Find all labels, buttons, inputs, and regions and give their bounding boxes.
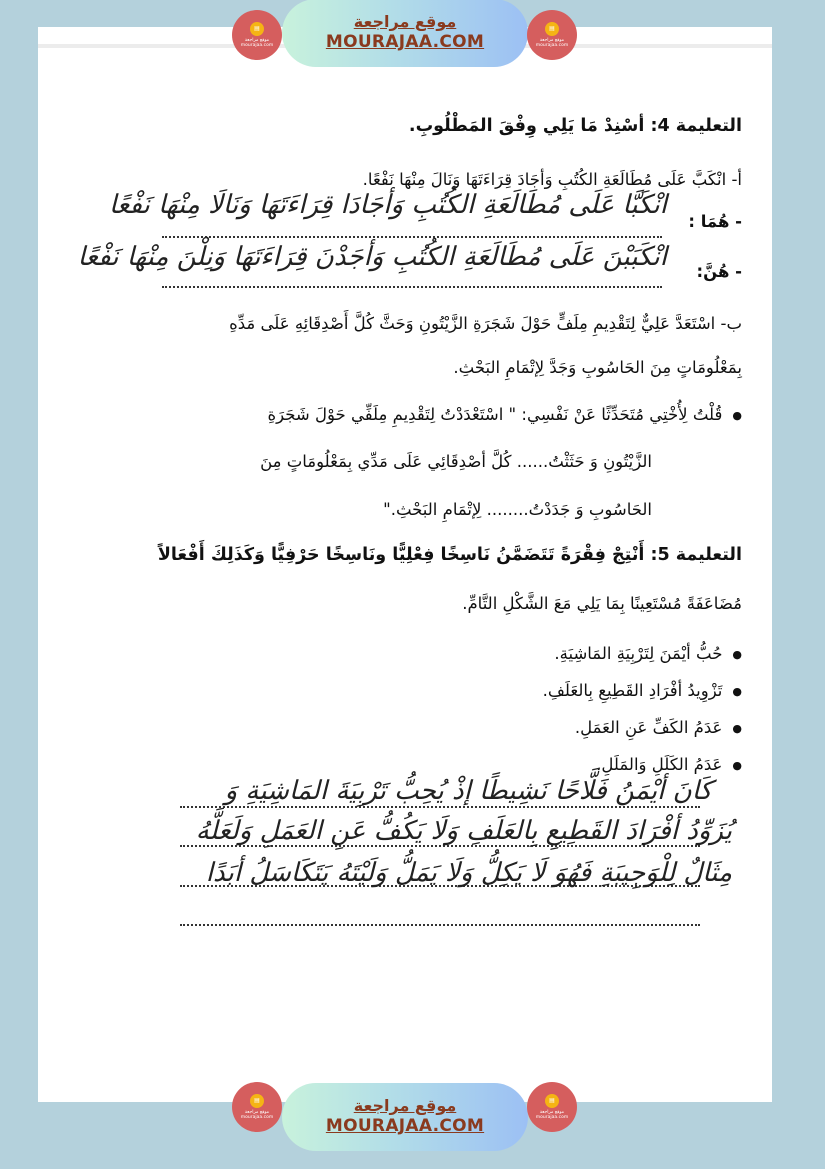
exercise5-bullet: ● عَدَمُ الكَفِّ عَنِ العَمَلِ. xyxy=(575,718,742,737)
exercise5-title-line1: التعليمة 5: أَنْتِجْ فِقْرَةً تَتَضَمَّنُ نَاسِخًا فِعْلِيًّا ونَاسِخًا حَرْفِيًّا وَكَذَلِكَ أَفْعَالاً xyxy=(157,545,742,565)
badge-text: موقع مراجعة mourajaa.com xyxy=(240,37,274,48)
exercise5-title-line2: مُضَاعَفَةً مُسْتَعِينًا بِمَا يَلِي مَعَ الشَّكْلِ التَّامِّ. xyxy=(462,594,742,613)
answer-dotted-line xyxy=(180,806,700,808)
answer-dotted-line xyxy=(180,924,700,926)
exercise4-title: التعليمة 4: أسْنِدْ مَا يَلِي وِفْقَ المَطْلُوبِ. xyxy=(408,116,742,136)
handwritten-paragraph-line: يُزَوِّدُ أفْرَادَ القَطِيعِ بِالعَلَفِ وَلَا يَكُفُّ عَنِ العَمَلِ وَلَعَلَّهُ xyxy=(195,816,732,846)
exercise5-bullet: ● عَدَمُ الكَلَلِ وَالمَلَلِ. xyxy=(596,755,742,774)
badge-text: موقع مراجعة mourajaa.com xyxy=(535,1109,569,1120)
site-logo-badge-left[interactable] xyxy=(232,10,282,60)
part-a-label-huma: - هُمَا : xyxy=(688,212,742,231)
exercise5-bullet: ● حُبُّ أيْمَنَ لِتَرْبِيَةِ المَاشِيَةِ. xyxy=(554,644,742,663)
handwritten-paragraph-line: كَانَ أيْمَنُ فَلَّاحًا نَشِيطًا إذْ يُحِبُّ تَرْبِيَةَ المَاشِيَةِ وَ xyxy=(224,776,712,806)
handwritten-paragraph-line: مِثَالٌ لِلْوَجِيبَةِ فَهُوَ لَا يَكِلُّ وَلَا يَمَلُّ وَلَيْتَهُ يَتَكَاسَلُ أبَدًا xyxy=(205,858,732,888)
part-b-quote-line1: ● قُلْتُ لِأُخْتِي مُتَحَدِّثًا عَنْ نَفْسِي: " اسْتَعْدَدْتُ لِتَقْدِيمِ مِلَفِّي حَوْلَ شَجَرَةِ xyxy=(268,405,742,424)
banner-arabic-text: موقع مراجعة xyxy=(353,12,457,32)
badge-text: موقع مراجعة mourajaa.com xyxy=(240,1109,274,1120)
exercise4-part-b-prompt-line2: بِمَعْلُومَاتٍ مِنَ الحَاسُوبِ وَجَدَّ لِإتْمَامِ البَحْثِ. xyxy=(453,358,742,377)
site-banner-top[interactable] xyxy=(282,0,528,67)
book-icon: ▤ xyxy=(250,1094,264,1108)
answer-dotted-line xyxy=(162,236,662,238)
banner-latin-text: MOURAJAA.COM xyxy=(325,1115,485,1136)
book-icon: ▤ xyxy=(545,22,559,36)
exercise4-part-b-prompt-line1: ب- اسْتَعَدَّ عَلِيٌّ لِتَقْدِيمِ مِلَفٍّ حَوْلَ شَجَرَةِ الزَّيْتُونِ وَحَثَّ كُلَّ أَصْدِقَائِهِ عَلَى مَدِّهِ xyxy=(229,314,742,333)
handwritten-answer-hunna: انْكَبَبْنَ عَلَى مُطَالَعَةِ الكُتُبِ وَأجَدْنَ قِرَاءَتَهَا وَنِلْنَ مِنْهَا نَفْعًا xyxy=(77,242,667,272)
banner-latin-text: MOURAJAA.COM xyxy=(325,31,485,52)
exercise5-bullet: ● تَزْوِيدُ أفْرَادِ القَطِيعِ بِالعَلَفِ. xyxy=(543,681,742,700)
exercise4-part-a-prompt: أ- انْكَبَّ عَلَى مُطَالَعَةِ الكُتُبِ وَأجَادَ قِرَاءَتَهَا وَنَالَ مِنْهَا نَفْعًا. xyxy=(362,170,742,189)
part-b-quote-line2: الزَّيْتُونِ وَ حَثَثْتُ...... كُلَّ أصْدِقَائِي عَلَى مَدِّي بِمَعْلُومَاتٍ مِنَ xyxy=(260,452,652,471)
site-banner-bottom[interactable] xyxy=(282,1083,528,1151)
site-logo-badge-left[interactable] xyxy=(232,1082,282,1132)
book-icon: ▤ xyxy=(250,22,264,36)
part-b-quote-line3: الحَاسُوبِ وَ جَدَدْتُ........ لِإتْمَامِ البَحْثِ." xyxy=(383,500,652,519)
book-icon: ▤ xyxy=(545,1094,559,1108)
banner-arabic-text: موقع مراجعة xyxy=(353,1096,457,1116)
site-logo-badge-right[interactable] xyxy=(527,1082,577,1132)
part-a-label-hunna: - هُنَّ: xyxy=(696,262,742,281)
site-logo-badge-right[interactable] xyxy=(527,10,577,60)
handwritten-answer-huma: انْكَبَّا عَلَى مُطَالَعَةِ الكُتُبِ وَأجَادَا قِرَاءَتَهَا وَنَالَا مِنْهَا نَفْعًا xyxy=(109,190,667,220)
badge-text: موقع مراجعة mourajaa.com xyxy=(535,37,569,48)
answer-dotted-line xyxy=(162,286,662,288)
